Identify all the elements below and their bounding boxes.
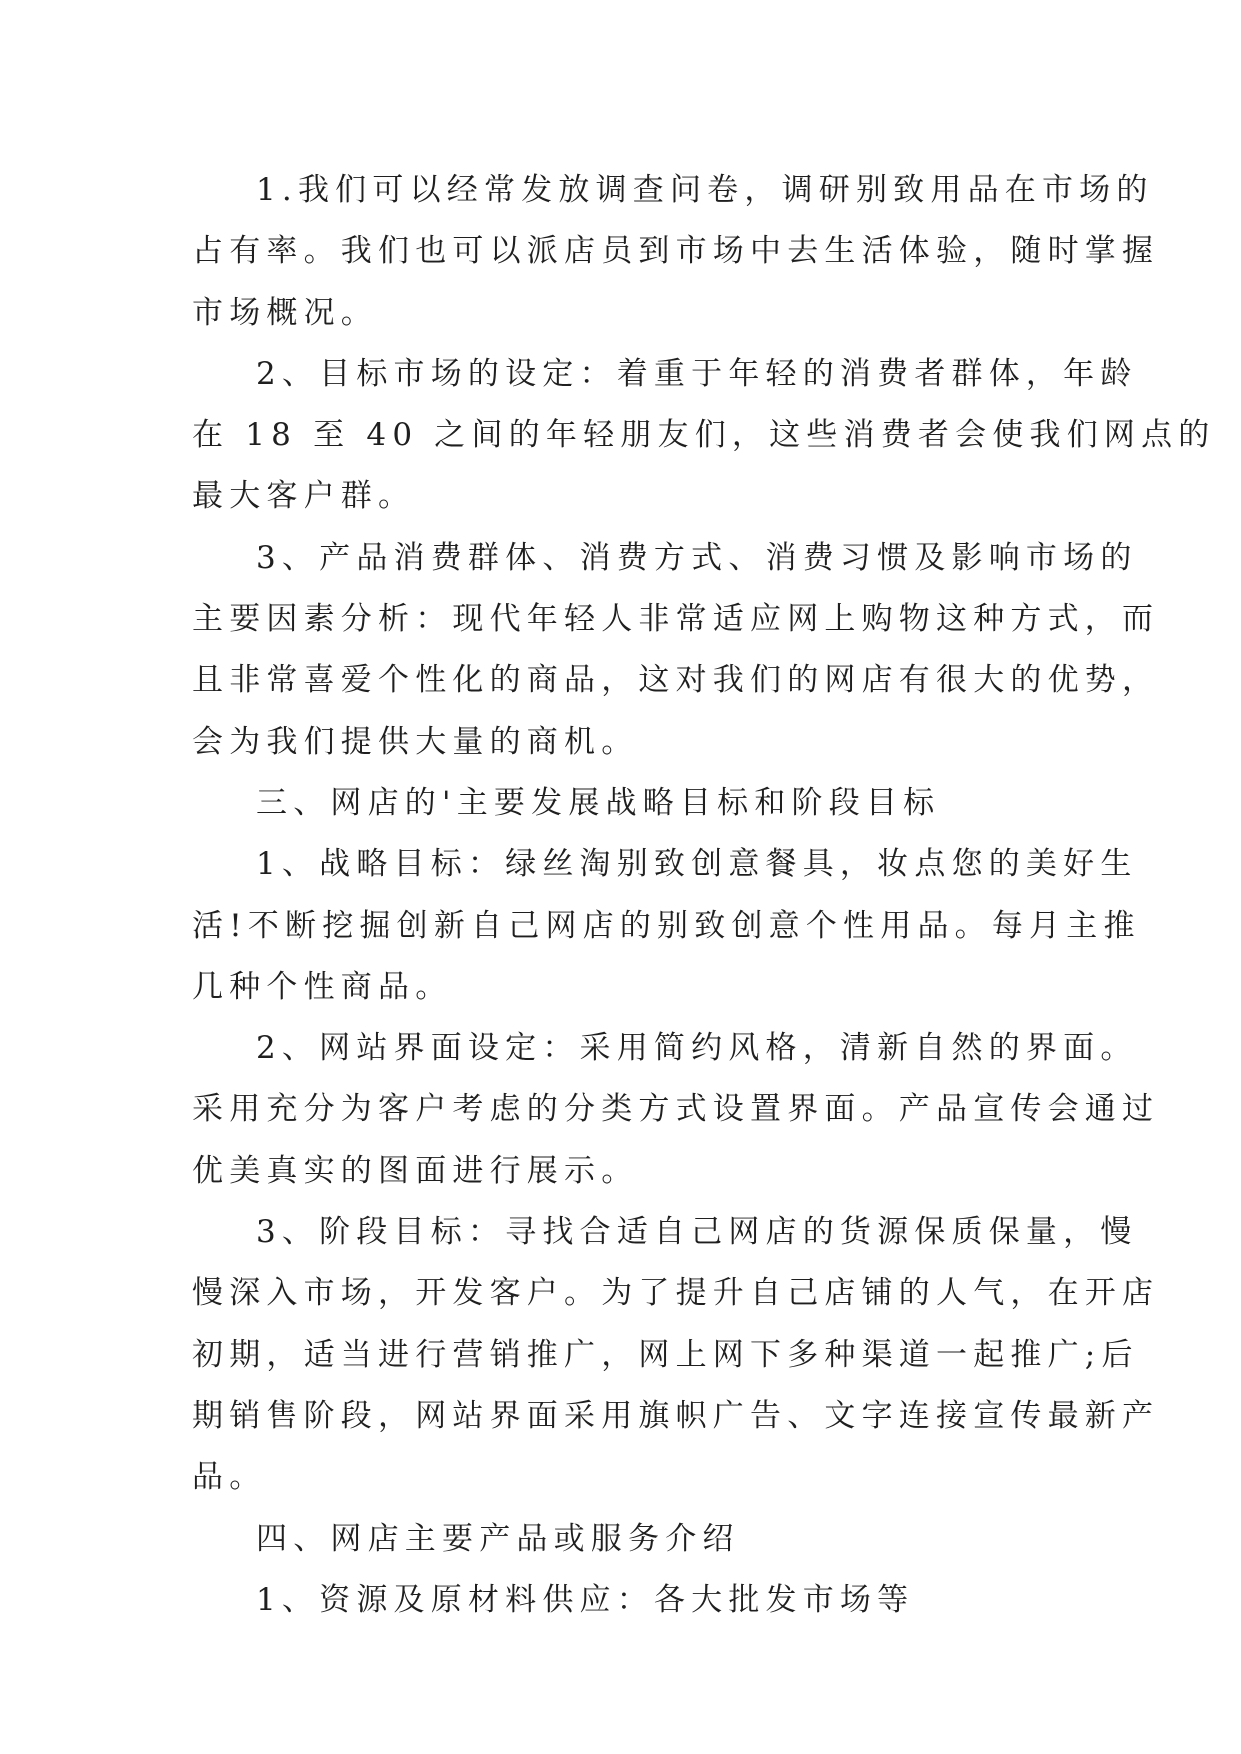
- paragraph-1-line-2: 占有率。我们也可以派店员到市场中去生活体验，随时掌握: [192, 233, 1160, 270]
- paragraph-2-line-3: 最大客户群。: [192, 478, 416, 515]
- paragraph-1-line-3: 市场概况。: [192, 294, 378, 331]
- section-heading-4: 四、网店主要产品或服务介绍: [256, 1520, 740, 1557]
- document-body: [192, 160, 1216, 1631]
- paragraph-4-line-3: 几种个性商品。: [192, 968, 453, 1005]
- paragraph-1-line-1: 1.我们可以经常发放调查问卷，调研别致用品在市场的: [256, 172, 1154, 208]
- paragraph-4-line-2: 活!不断挖掘创新自己网店的别致创意个性用品。每月主推: [192, 907, 1141, 944]
- paragraph-5-line-3: 优美真实的图面进行展示。: [192, 1152, 639, 1189]
- paragraph-5-line-2: 采用充分为客户考虑的分类方式设置界面。产品宣传会通过: [192, 1091, 1160, 1128]
- paragraph-5-line-1: 2、网站界面设定：采用简约风格，清新自然的界面。: [256, 1030, 1138, 1067]
- paragraph-3-line-3: 且非常喜爱个性化的商品，这对我们的网店有很大的优势，: [192, 662, 1160, 699]
- paragraph-3-line-1: 3、产品消费群体、消费方式、消费习惯及影响市场的: [256, 539, 1138, 576]
- paragraph-7-line-1: 1、资源及原材料供应：各大批发市场等: [256, 1581, 915, 1618]
- paragraph-2-line-1: 2、目标市场的设定：着重于年轻的消费者群体，年龄: [256, 355, 1138, 392]
- paragraph-2-line-2: 在 18 至 40 之间的年轻朋友们，这些消费者会使我们网点的: [192, 417, 1216, 454]
- paragraph-4-line-1: 1、战略目标：绿丝淘别致创意餐具，妆点您的美好生: [256, 846, 1138, 883]
- paragraph-6-line-2: 慢深入市场，开发客户。为了提升自己店铺的人气，在开店: [192, 1275, 1160, 1312]
- paragraph-6-line-3: 初期，适当进行营销推广，网上网下多种渠道一起推广;后: [192, 1336, 1139, 1373]
- section-heading-3: 三、网店的'主要发展战略目标和阶段目标: [256, 784, 941, 821]
- paragraph-6-line-4: 期销售阶段，网站界面采用旗帜广告、文字连接宣传最新产: [192, 1397, 1160, 1434]
- paragraph-6-line-1: 3、阶段目标：寻找合适自己网店的货源保质保量，慢: [256, 1214, 1138, 1251]
- paragraph-6-line-5: 品。: [192, 1459, 267, 1496]
- paragraph-3-line-2: 主要因素分析：现代年轻人非常适应网上购物这种方式，而: [192, 601, 1160, 638]
- paragraph-3-line-4: 会为我们提供大量的商机。: [192, 723, 639, 760]
